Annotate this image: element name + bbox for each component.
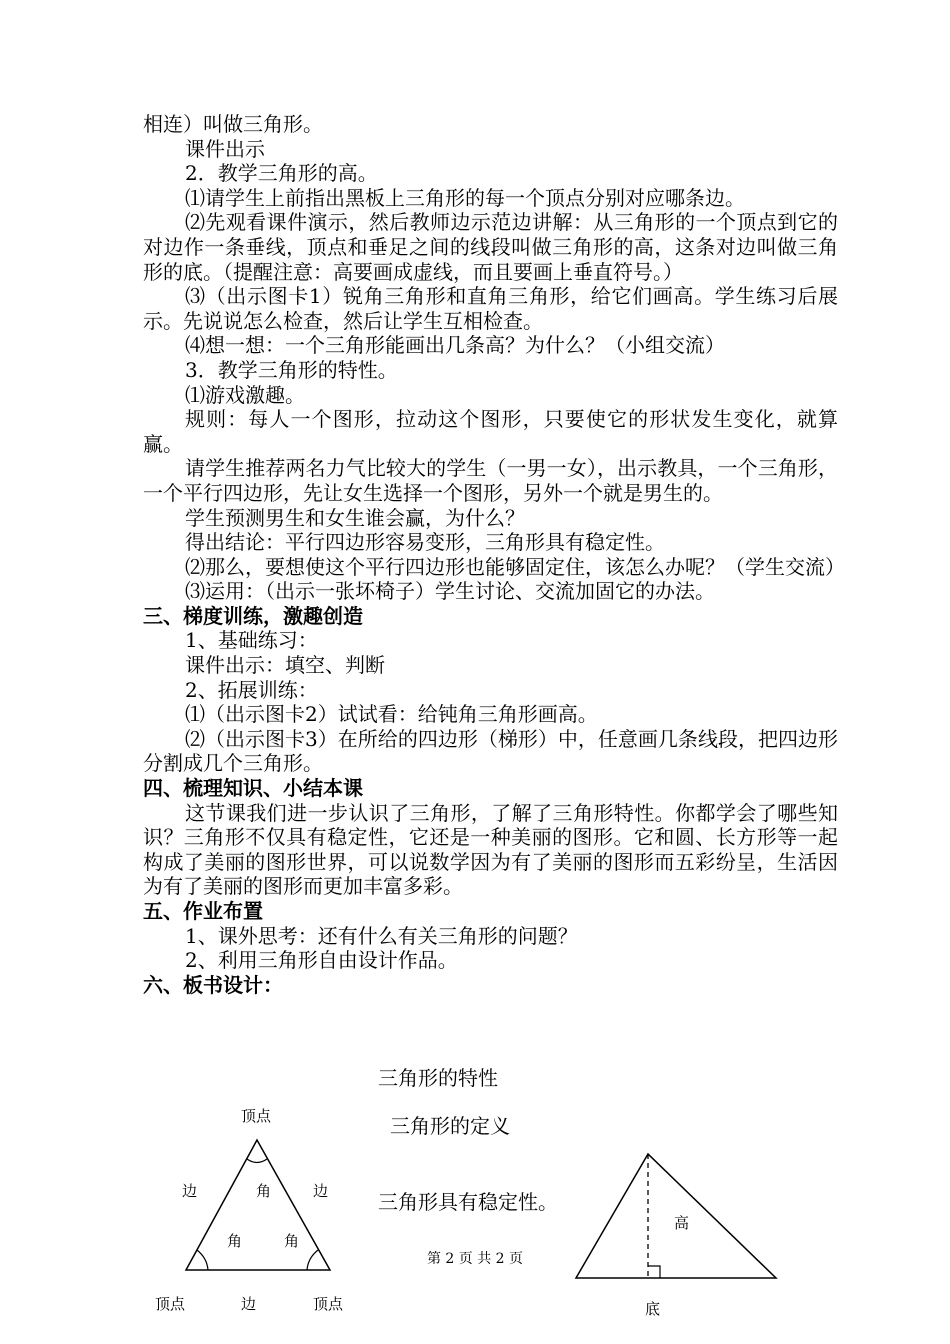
paragraph: 1、基础练习： — [185, 628, 318, 653]
label-left-angle: 角 — [227, 1232, 243, 1250]
paragraph: 这节课我们进一步认识了三角形，了解了三角形特性。你都学会了哪些知识？三角形不仅具有稳定性，它还是一种美丽的图形。它和圆、长方形等一起构成了美丽的图形世界，可以说数学因为有了美丽的图形而五彩纷呈，生活因为有了美丽的图形而更加丰富多彩。 — [143, 800, 838, 899]
paragraph: 2、利用三角形自由设计作品。 — [185, 948, 458, 973]
section-heading: 六、板书设计： — [143, 972, 283, 997]
paragraph: 1、课外思考：还有什么有关三角形的问题？ — [185, 923, 578, 948]
board-stability: 三角形具有稳定性。 — [378, 1190, 558, 1214]
paragraph: 请学生推荐两名力气比较大的学生（一男一女），出示教具，一个三角形，一个平行四边形，先让女生选择一个图形，另外一个就是男生的。 — [143, 456, 838, 505]
paragraph: ⑴游戏激趣。 — [185, 382, 305, 407]
label-bottom-right-vertex: 顶点 — [313, 1295, 344, 1313]
label-top-angle: 角 — [256, 1182, 272, 1200]
paragraph: ⑵先观看课件演示，然后教师边示范边讲解：从三角形的一个顶点到它的对边作一条垂线，顶点和垂足之间的线段叫做三角形的高，这条对边叫做三角形的底。（提醒注意：高要画成虚线，而且要画上垂直符号。） — [143, 210, 838, 284]
label-base: 底 — [645, 1300, 661, 1318]
paragraph: 2、拓展训练： — [185, 677, 318, 702]
board-definition: 三角形的定义 — [390, 1114, 510, 1138]
label-top-vertex: 顶点 — [241, 1107, 272, 1125]
label-right-side: 边 — [313, 1182, 329, 1200]
board-title: 三角形的特性 — [378, 1066, 498, 1090]
paragraph: 2．教学三角形的高。 — [185, 161, 378, 186]
paragraph: 3．教学三角形的特性。 — [185, 357, 398, 382]
paragraph: 相连）叫做三角形。 — [143, 112, 323, 136]
page-footer: 第 2 页 共 2 页 — [426, 1251, 524, 1267]
paragraph: 学生预测男生和女生谁会赢，为什么？ — [185, 505, 525, 530]
section-heading: 五、作业布置 — [143, 899, 263, 923]
paragraph: 规则：每人一个图形，拉动这个图形，只要使它的形状发生变化，就算赢。 — [143, 407, 838, 456]
paragraph: ⑵（出示图卡3）在所给的四边形（梯形）中，任意画几条线段，把四边形分割成几个三角形。 — [143, 726, 838, 776]
paragraph: ⑶（出示图卡1）锐角三角形和直角三角形，给它们画高。学生练习后展示。先说说怎么检查，然后让学生互相检查。 — [143, 284, 838, 333]
label-bottom-side: 边 — [241, 1295, 257, 1313]
paragraph: ⑴（出示图卡2）试试看：给钝角三角形画高。 — [185, 702, 598, 727]
paragraph: 课件出示 — [185, 136, 265, 161]
label-bottom-left-vertex: 顶点 — [155, 1295, 186, 1313]
paragraph: 得出结论：平行四边形容易变形，三角形具有稳定性。 — [185, 530, 665, 555]
section-heading: 三、梯度训练，激趣创造 — [143, 603, 363, 628]
section-heading: 四、梳理知识、小结本课 — [143, 776, 363, 801]
label-left-side: 边 — [182, 1182, 198, 1200]
top-angle-arc — [247, 1159, 267, 1163]
paragraph: ⑷想一想：一个三角形能画出几条高？为什么？（小组交流） — [185, 333, 725, 358]
paragraph: 课件出示：填空、判断 — [185, 653, 385, 678]
label-right-angle: 角 — [284, 1232, 300, 1250]
label-height: 高 — [674, 1214, 690, 1232]
paragraph: ⑵那么，要想使这个平行四边形也能够固定住，该怎么办呢？（学生交流） — [185, 554, 845, 579]
paragraph: ⑶运用：（出示一张坏椅子）学生讨论、交流加固它的办法。 — [185, 579, 715, 604]
paragraph: ⑴请学生上前指出黑板上三角形的每一个顶点分别对应哪条边。 — [185, 185, 745, 210]
